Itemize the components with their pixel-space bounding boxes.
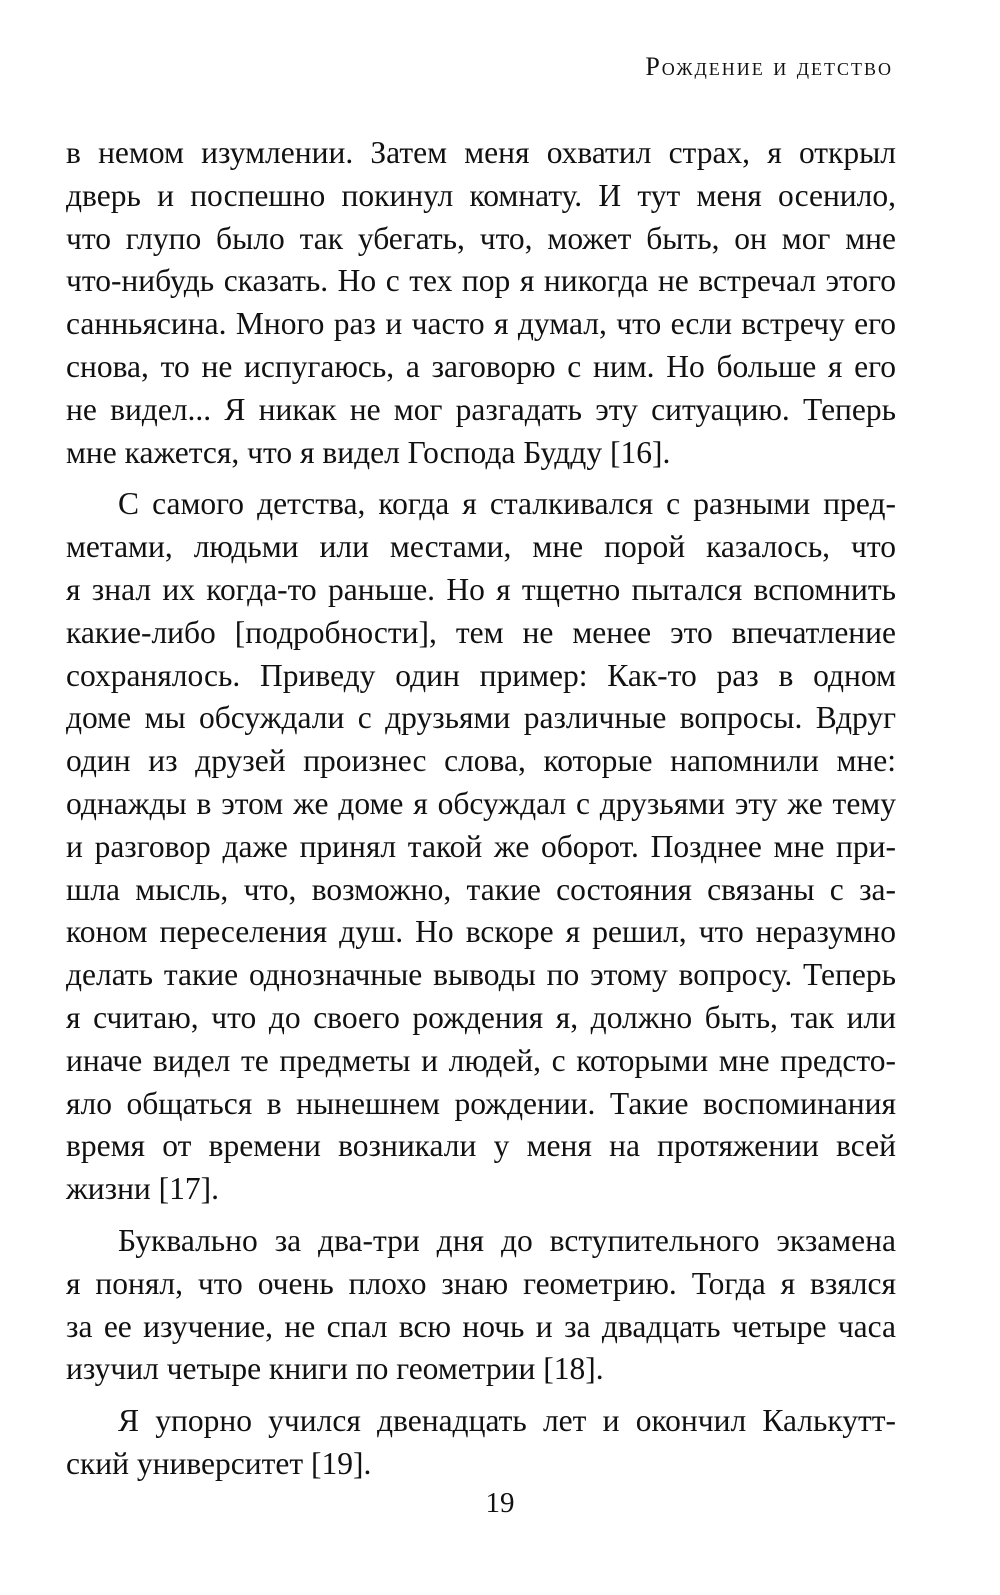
text-line: что-нибудь сказать. Но с тех пор я никогда не встречал этого xyxy=(66,263,896,299)
text-line: санньясина. Много раз и часто я думал, что если встречу его xyxy=(66,306,896,342)
paragraph-3 xyxy=(66,1220,896,1391)
text-line: ский университет [19]. xyxy=(66,1445,372,1481)
paragraph-2 xyxy=(66,483,896,1211)
text-line: коном переселения душ. Но вскоре я решил, что неразумно xyxy=(66,914,896,950)
text-line: однажды в этом же доме я обсуждал с друзьями эту же тему xyxy=(66,785,896,821)
text-line: шла мысль, что, возможно, такие состояния связаны с за- xyxy=(66,871,896,907)
paragraph-1 xyxy=(66,132,896,474)
text-line: один из друзей произнес слова, которые напомнили мне: xyxy=(66,743,896,779)
text-line: снова, то не испугаюсь, а заговорю с ним. Но больше я его xyxy=(66,348,896,384)
text-line: какие-либо [подробности], тем не менее это впечатление xyxy=(66,614,896,650)
text-line: иначе видел те предметы и людей, с которыми мне предсто- xyxy=(66,1042,896,1078)
text-line: метами, людьми или местами, мне порой казалось, что xyxy=(66,529,896,565)
text-line: время от времени возникали у меня на протяжении всей xyxy=(66,1128,896,1164)
text-line: что глупо было так убегать, что, может быть, он мог мне xyxy=(66,220,896,256)
text-line: сохранялось. Приведу один пример: Как-то раз в одном xyxy=(66,657,896,693)
text-line: я считаю, что до своего рождения я, должно быть, так или xyxy=(66,999,896,1035)
text-line: Я упорно учился двенадцать лет и окончил Калькутт- xyxy=(118,1403,896,1439)
text-line: в немом изумлении. Затем меня охватил страх, я открыл xyxy=(66,135,896,170)
text-line: мне кажется, что я видел Господа Будду [16]. xyxy=(66,434,671,470)
text-line: я понял, что очень плохо знаю геометрию. Тогда я взялся xyxy=(66,1265,896,1301)
running-header: Рождение и детство xyxy=(645,52,893,81)
body-text xyxy=(66,132,896,1486)
paragraph-gap xyxy=(66,1391,896,1400)
page-number: 19 xyxy=(485,1487,515,1519)
text-line: делать такие однозначные выводы по этому вопросу. Теперь xyxy=(66,957,896,993)
text-line: дверь и поспешно покинул комнату. И тут меня осенило, xyxy=(66,177,896,213)
text-line: яло общаться в нынешнем рождении. Такие воспоминания xyxy=(66,1085,896,1121)
text-line: я знал их когда-то раньше. Но я тщетно пытался вспомнить xyxy=(66,571,896,607)
text-line: С самого детства, когда я сталкивался с разными пред- xyxy=(118,486,896,522)
paragraph-gap xyxy=(66,474,896,483)
text-line: и разговор даже принял такой же оборот. Позднее мне при- xyxy=(66,828,896,864)
paragraph-gap xyxy=(66,1211,896,1220)
text-line: за ее изучение, не спал всю ночь и за двадцать четыре часа xyxy=(66,1308,896,1344)
text-line: Буквально за два-три дня до вступительного экзамена xyxy=(118,1222,896,1258)
text-line: не видел... Я никак не мог разгадать эту ситуацию. Теперь xyxy=(66,391,896,427)
text-line: жизни [17]. xyxy=(66,1171,220,1207)
text-line: доме мы обсуждали с друзьями различные вопросы. Вдруг xyxy=(66,700,896,736)
paragraph-4 xyxy=(66,1400,896,1486)
text-line: изучил четыре книги по геометрии [18]. xyxy=(66,1351,604,1387)
